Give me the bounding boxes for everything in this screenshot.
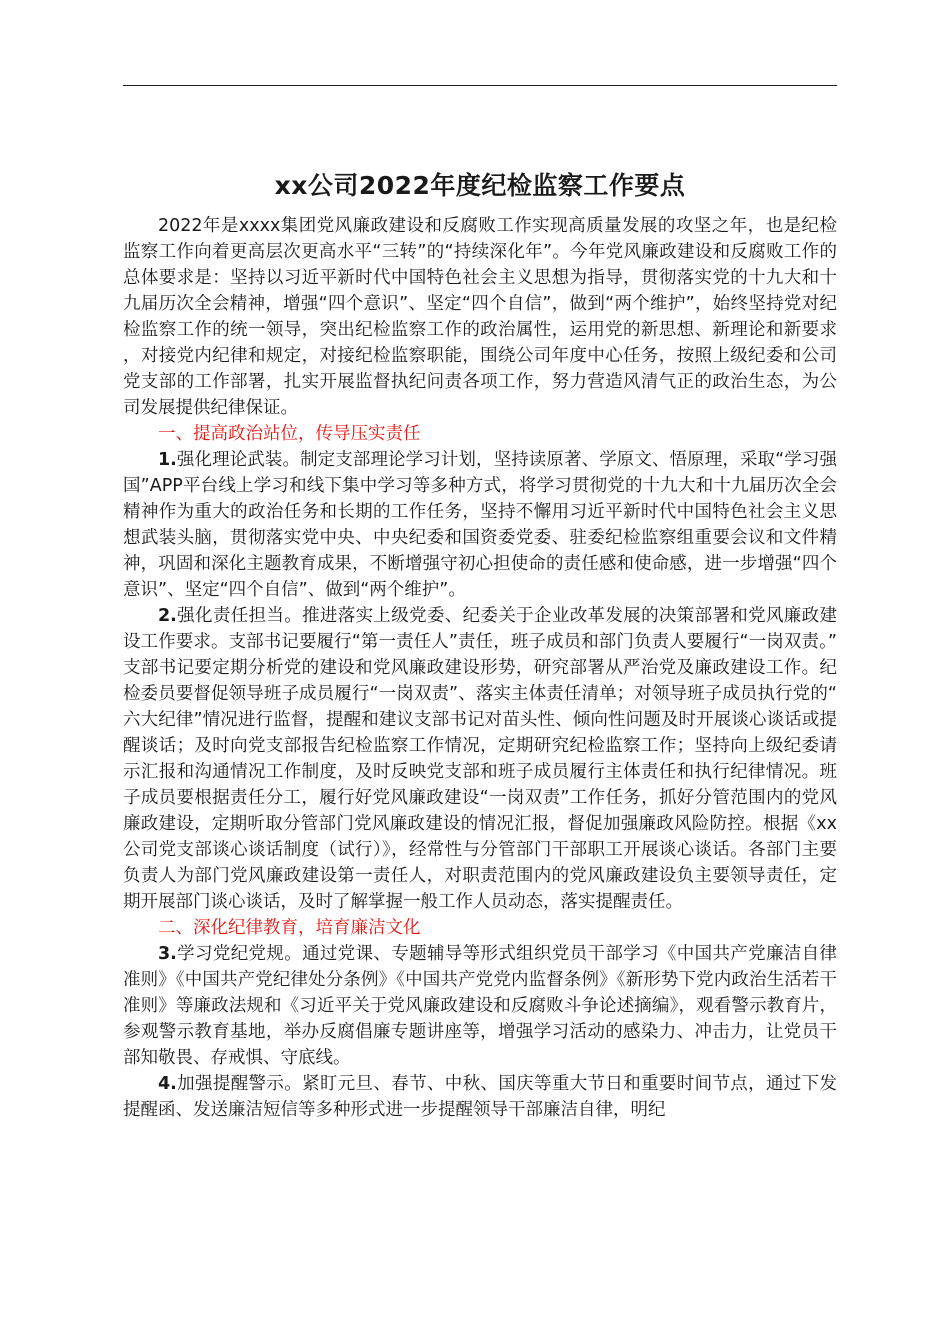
section-heading-2: 二、深化纪律教育，培育廉洁文化 xyxy=(158,918,421,938)
item-paragraph-1 xyxy=(123,447,837,603)
item-number: 3. xyxy=(158,944,177,964)
document-title: xx公司2022年度纪检监察工作要点 xyxy=(274,170,686,200)
item-paragraph-2 xyxy=(123,603,837,915)
item-number: 4. xyxy=(158,1074,177,1094)
item-text: 加强提醒警示。紧盯元旦、春节、中秋、国庆等重大节日和重要时间节点，通过下发提醒函、发送廉洁短信等多种形式进一步提醒领导干部廉洁自律，明纪 xyxy=(123,1074,837,1120)
section-heading-1: 一、提高政治站位，传导压实责任 xyxy=(158,424,421,444)
item-text: 强化责任担当。推进落实上级党委、纪委关于企业改革发展的决策部署和党风廉政建设工作要求。支部书记要履行“第一责任人”责任，班子成员和部门负责人要履行“一岗双责。”支部书记要定期分析党的建设和党风廉政建设形势，研究部署从严治党及廉政建设工作。纪检委员要督促领导班子成员履行“一岗双责”、落实主体责任清单；对领导班子成员执行党的“六大纪律”情况进行监督，提醒和建议支部书记对苗头性、倾向性问题及时开展谈心谈话或提醒谈话；及时向党支部报告纪检监察工作情况，定期研究纪检监察工作；坚持向上级纪委请示汇报和沟通情况工作制度，及时反映党支部和班子成员履行主体责任和执行纪律情况。班子成员要根据责任分工，履行好党风廉政建设“一岗双责”工作任务，抓好分管范围内的党风廉政建设，定期听取分管部门党风廉政建设的情况汇报，督促加强廉政风险防控。根据《xx公司党支部谈心谈话制度（试行）》，经常性与分管部门干部职工开展谈心谈话。各部门主要负责人为部门党风廉政建设第一责任人，对职责范围内的党风廉政建设负主要领导责任，定期开展部门谈心谈话，及时了解掌握一般工作人员动态，落实提醒责任。 xyxy=(123,606,837,912)
document-body xyxy=(123,213,837,1123)
item-text: 学习党纪党规。通过党课、专题辅导等形式组织党员干部学习《中国共产党廉洁自律准则》《中国共产党纪律处分条例》《中国共产党党内监督条例》《新形势下党内政治生活若干准则》等廉政法规和《习近平关于党风廉政建设和反腐败斗争论述摘编》，观看警示教育片，参观警示教育基地，举办反腐倡廉专题讲座等，增强学习活动的感染力、冲击力，让党员干部知敬畏、存戒惧、守底线。 xyxy=(123,944,837,1068)
item-text: 强化理论武装。制定支部理论学习计划，坚持读原著、学原文、悟原理，采取“学习强国”APP平台线上学习和线下集中学习等多种方式，将学习贯彻党的十九大和十九届历次全会精神作为重大的政治任务和长期的工作任务，坚持不懈用习近平新时代中国特色社会主义思想武装头脑，贯彻落实党中央、中央纪委和国资委党委、驻委纪检监察组重要会议和文件精神，巩固和深化主题教育成果，不断增强守初心担使命的责任感和使命感，进一步增强“四个意识”、坚定“四个自信”、做到“两个维护”。 xyxy=(123,450,837,600)
item-paragraph-3 xyxy=(123,941,837,1071)
item-number: 2. xyxy=(158,606,177,626)
header-rule xyxy=(123,85,837,86)
item-number: 1. xyxy=(158,450,177,470)
intro-paragraph: 2022年是xxxx集团党风廉政建设和反腐败工作实现高质量发展的攻坚之年，也是纪检监察工作向着更高层次更高水平“三转”的“持续深化年”。今年党风廉政建设和反腐败工作的总体要求是：坚持以习近平新时代中国特色社会主义思想为指导，贯彻落实党的十九大和十九届历次全会精神，增强“四个意识”、坚定“四个自信”，做到“两个维护”，始终坚持党对纪检监察工作的统一领导，突出纪检监察工作的政治属性，运用党的新思想、新理论和新要求，对接党内纪律和规定，对接纪检监察职能，围绕公司年度中心任务，按照上级纪委和公司党支部的工作部署，扎实开展监督执纪问责各项工作，努力营造风清气正的政治生态，为公司发展提供纪律保证。 xyxy=(123,216,837,418)
item-paragraph-4 xyxy=(123,1071,837,1123)
